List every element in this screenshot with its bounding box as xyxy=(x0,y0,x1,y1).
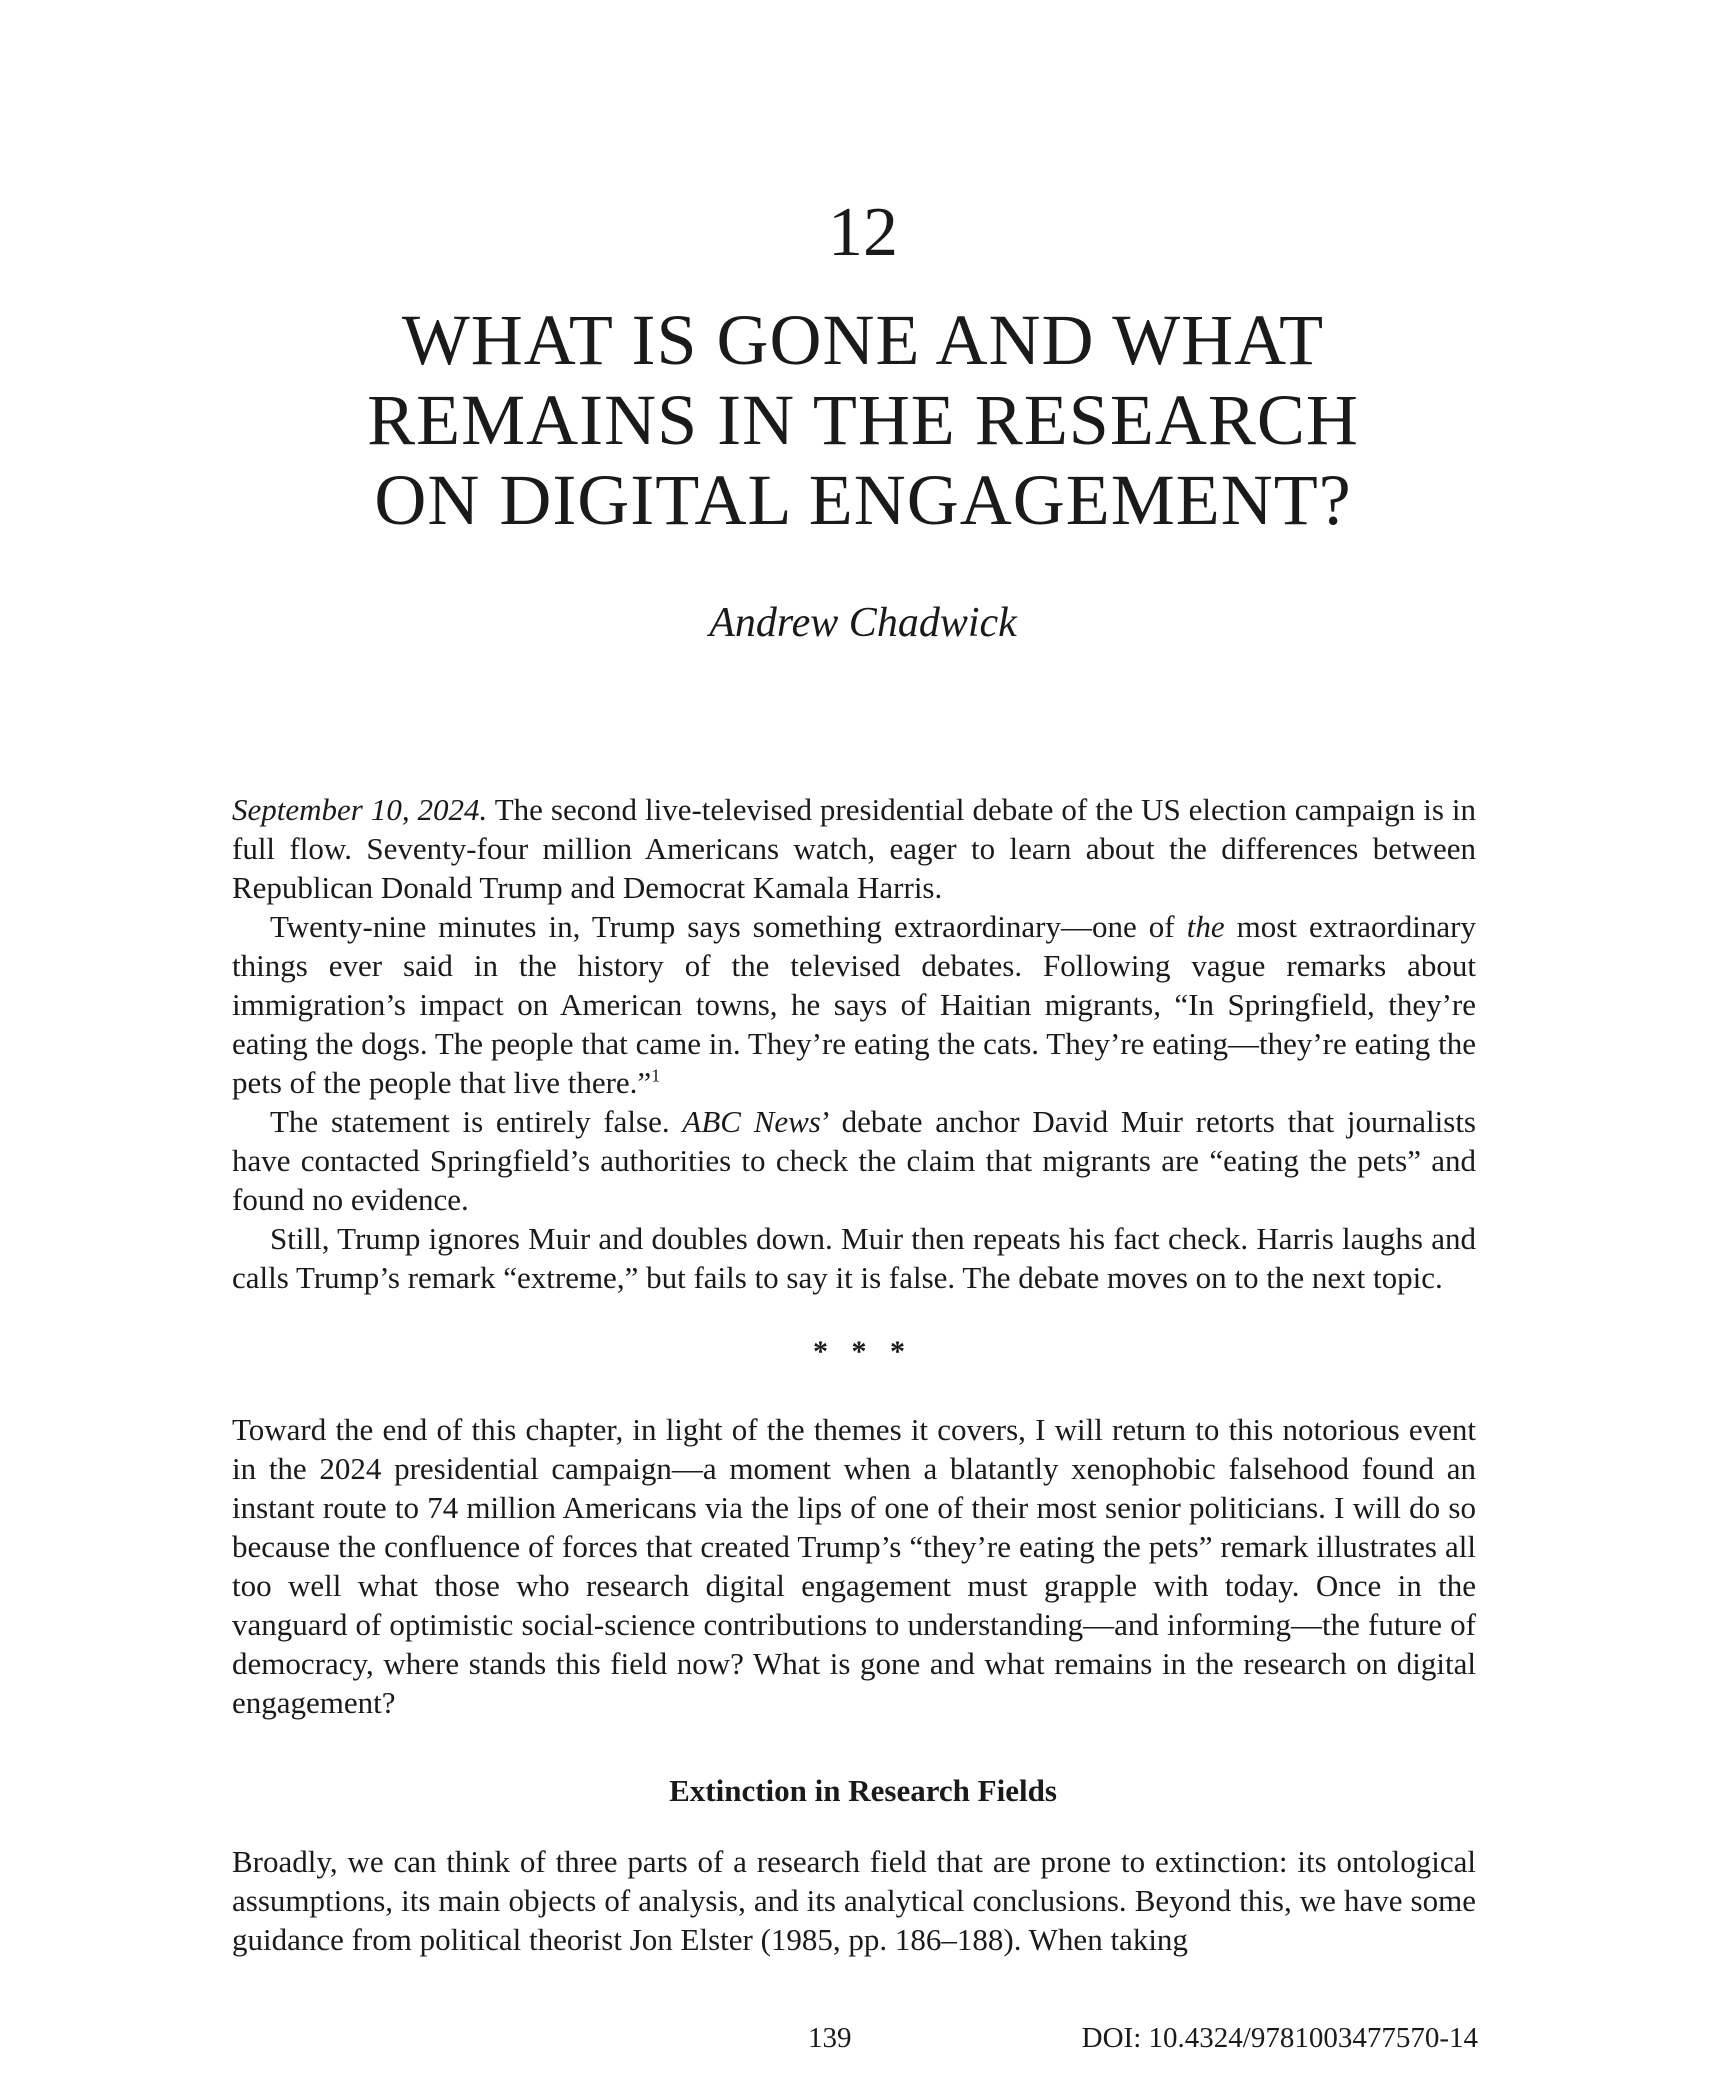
opening-paragraph-3-text-a: The statement is entirely false. xyxy=(270,1104,683,1139)
chapter-number: 12 xyxy=(828,194,898,271)
chapter-author: Andrew Chadwick xyxy=(709,600,1017,646)
section-text xyxy=(232,1842,1476,1959)
intro-paragraph: Toward the end of this chapter, in light of the themes it covers, I will return to this notorious event in the 2024 presidential campaign—a moment when a blatantly xenophobic falsehood found an instant route to 74 million Americans via the lips of one of their most senior politicians. I will do so because the confluence of forces that created Trump’s “they’re eating the pets” remark illustrates all too well what those who research digital engagement must grapple with today. Once in the vanguard of optimistic social-science contributions to understanding—and informing—the future of democracy, where stands this field now? What is gone and what remains in the research on digital engagement? xyxy=(232,1412,1476,1720)
opening-paragraph-1-text: The second live-televised presidential debate of the US election campaign is in full flow. Seventy-four million Americans watch, eager to learn about the differences between Republican Donald Trump and Democrat Kamala Harris. xyxy=(232,792,1477,905)
opening-paragraph-2-emphasis: the xyxy=(1186,909,1225,944)
section-heading: Extinction in Research Fields xyxy=(669,1773,1057,1808)
opening-paragraph-2-text-b: most extraordinary things ever said in the history of the televised debates. Following vague remarks about immigration’s impact on American towns, he says of Haitian migrants, “In Springfield, they’re eating the dogs. The people that came in. They’re eating the cats. They’re eating—they’re eating the pets of the people that live there.” xyxy=(232,909,1476,1100)
opening-paragraph-4: Still, Trump ignores Muir and doubles down. Muir then repeats his fact check. Harris laughs and calls Trump’s remark “extreme,” but fails to say it is false. The debate moves on to the next topic. xyxy=(232,1221,1476,1295)
opening-paragraph-2 xyxy=(232,907,1476,1102)
section-paragraph: Broadly, we can think of three parts of a research field that are prone to extinction: its ontological assumptions, its main objects of analysis, and its analytical conclusions. Beyond this, we have some guidance from political theorist Jon Elster (1985, pp. 186–188). When taking xyxy=(232,1844,1476,1957)
opening-date: September 10, 2024. xyxy=(232,792,488,827)
doi-reference[interactable]: DOI: 10.4324/9781003477570-14 xyxy=(1081,2022,1478,2054)
chapter-title-line-1: WHAT IS GONE AND WHAT xyxy=(401,300,1325,380)
page-number: 139 xyxy=(808,2022,852,2054)
opening-paragraph-3-emphasis: ABC News xyxy=(682,1104,821,1139)
chapter-title-line-3: ON DIGITAL ENGAGEMENT? xyxy=(374,460,1352,540)
footnote-marker[interactable]: 1 xyxy=(651,1065,661,1086)
opening-paragraph-1 xyxy=(232,790,1476,907)
opening-paragraph-3-text-b: ’ debate anchor David Muir retorts that journalists have contacted Springfield’s authorities to check the claim that migrants are “eating the pets” and found no evidence. xyxy=(232,1104,1476,1217)
intro-text xyxy=(232,1410,1476,1722)
opening-paragraph-2-text-a: Twenty-nine minutes in, Trump says something extraordinary—one of xyxy=(270,909,1187,944)
chapter-title-line-2: REMAINS IN THE RESEARCH xyxy=(367,380,1359,460)
opening-text xyxy=(232,790,1476,1297)
section-separator: * * * xyxy=(813,1335,913,1368)
chapter-title xyxy=(250,300,1476,540)
opening-paragraph-3 xyxy=(232,1102,1476,1219)
